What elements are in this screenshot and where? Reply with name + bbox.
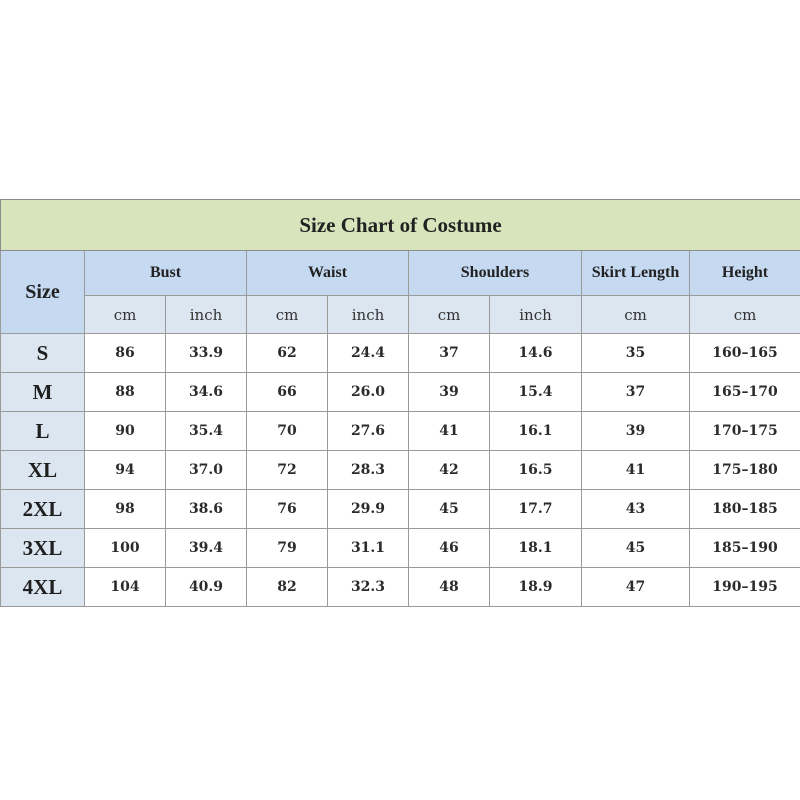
header-skirt-length: Skirt Length: [582, 251, 690, 296]
bust-cm-cell: 98: [85, 490, 166, 529]
shoulders-cm-cell: 46: [409, 529, 490, 568]
header-bust: Bust: [85, 251, 247, 296]
skirt-length-cell: 35: [582, 334, 690, 373]
shoulders-cm-cell: 39: [409, 373, 490, 412]
waist-inch-cell: 31.1: [328, 529, 409, 568]
shoulders-cm-cell: 42: [409, 451, 490, 490]
table-row: [1, 529, 800, 568]
height-cell: 185–190: [690, 529, 800, 568]
waist-inch-cell: 27.6: [328, 412, 409, 451]
unit-row: [1, 296, 800, 334]
bust-cm-cell: 104: [85, 568, 166, 607]
shoulders-inch-cell: 16.1: [490, 412, 582, 451]
bust-cm-cell: 100: [85, 529, 166, 568]
size-label: XL: [1, 451, 85, 490]
header-shoulders: Shoulders: [409, 251, 582, 296]
skirt-length-cell: 37: [582, 373, 690, 412]
bust-inch-cell: 40.9: [166, 568, 247, 607]
height-cell: 170–175: [690, 412, 800, 451]
shoulders-inch-cell: 18.9: [490, 568, 582, 607]
header-height: Height: [690, 251, 800, 296]
table-row: [1, 373, 800, 412]
waist-inch-cell: 24.4: [328, 334, 409, 373]
bust-cm-cell: 86: [85, 334, 166, 373]
shoulders-inch-cell: 18.1: [490, 529, 582, 568]
waist-cm-cell: 79: [247, 529, 328, 568]
size-label: 4XL: [1, 568, 85, 607]
waist-inch-cell: 32.3: [328, 568, 409, 607]
bust-inch-cell: 38.6: [166, 490, 247, 529]
table-row: [1, 451, 800, 490]
size-label: M: [1, 373, 85, 412]
shoulders-cm-cell: 45: [409, 490, 490, 529]
waist-cm-cell: 76: [247, 490, 328, 529]
bust-inch-cell: 35.4: [166, 412, 247, 451]
table-row: [1, 412, 800, 451]
height-cell: 175–180: [690, 451, 800, 490]
bust-cm-cell: 94: [85, 451, 166, 490]
title-row: [1, 200, 800, 251]
shoulders-inch-cell: 16.5: [490, 451, 582, 490]
table-row: [1, 490, 800, 529]
skirt-length-cell: 39: [582, 412, 690, 451]
size-chart: [0, 199, 800, 607]
shoulders-cm-cell: 37: [409, 334, 490, 373]
unit-shoulders-inch: inch: [490, 296, 582, 334]
table-row: [1, 334, 800, 373]
shoulders-cm-cell: 41: [409, 412, 490, 451]
bust-cm-cell: 88: [85, 373, 166, 412]
skirt-length-cell: 43: [582, 490, 690, 529]
skirt-length-cell: 41: [582, 451, 690, 490]
header-size: Size: [1, 251, 85, 334]
bust-cm-cell: 90: [85, 412, 166, 451]
unit-skirt-cm: cm: [582, 296, 690, 334]
waist-inch-cell: 29.9: [328, 490, 409, 529]
size-label: 2XL: [1, 490, 85, 529]
waist-inch-cell: 28.3: [328, 451, 409, 490]
waist-inch-cell: 26.0: [328, 373, 409, 412]
skirt-length-cell: 47: [582, 568, 690, 607]
unit-shoulders-cm: cm: [409, 296, 490, 334]
shoulders-inch-cell: 17.7: [490, 490, 582, 529]
unit-height-cm: cm: [690, 296, 800, 334]
shoulders-inch-cell: 15.4: [490, 373, 582, 412]
bust-inch-cell: 37.0: [166, 451, 247, 490]
unit-bust-inch: inch: [166, 296, 247, 334]
unit-waist-cm: cm: [247, 296, 328, 334]
waist-cm-cell: 82: [247, 568, 328, 607]
height-cell: 165–170: [690, 373, 800, 412]
size-label: 3XL: [1, 529, 85, 568]
bust-inch-cell: 34.6: [166, 373, 247, 412]
height-cell: 190–195: [690, 568, 800, 607]
unit-waist-inch: inch: [328, 296, 409, 334]
size-chart-table: [0, 199, 800, 607]
skirt-length-cell: 45: [582, 529, 690, 568]
shoulders-cm-cell: 48: [409, 568, 490, 607]
header-waist: Waist: [247, 251, 409, 296]
unit-bust-cm: cm: [85, 296, 166, 334]
height-cell: 180–185: [690, 490, 800, 529]
header-row: [1, 251, 800, 296]
waist-cm-cell: 66: [247, 373, 328, 412]
size-label: S: [1, 334, 85, 373]
waist-cm-cell: 72: [247, 451, 328, 490]
table-row: [1, 568, 800, 607]
waist-cm-cell: 70: [247, 412, 328, 451]
waist-cm-cell: 62: [247, 334, 328, 373]
bust-inch-cell: 39.4: [166, 529, 247, 568]
chart-title: Size Chart of Costume: [1, 200, 800, 251]
size-label: L: [1, 412, 85, 451]
shoulders-inch-cell: 14.6: [490, 334, 582, 373]
height-cell: 160–165: [690, 334, 800, 373]
bust-inch-cell: 33.9: [166, 334, 247, 373]
